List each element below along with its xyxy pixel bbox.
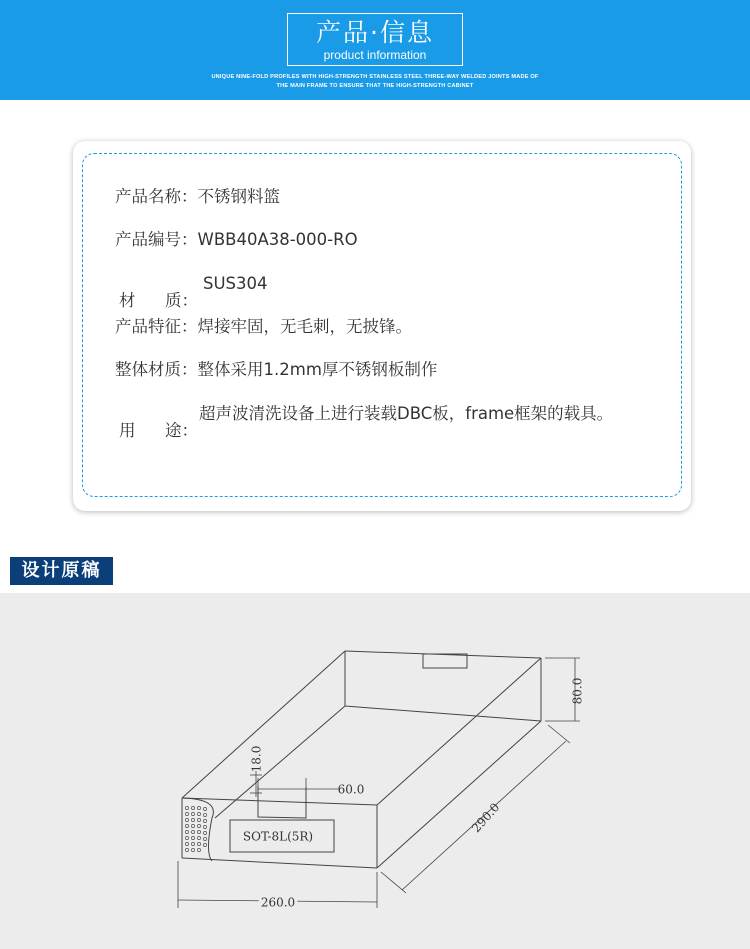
design-drawing [0,593,750,949]
page-title: 产品·信息 [316,18,434,47]
info-row-name [115,185,280,209]
info-row-usage: 用 途： 超声波清洗设备上进行装载DBC板，frame框架的载具。 [119,404,614,440]
info-value: 焊接牢固，无毛刺，无披锋。 [197,317,412,336]
subtitle-line-1: UNIQUE NINE-FOLD PROFILES WITH HIGH-STRENGTH STAINLESS STEEL THREE-WAY WELDED JOINTS MADE OF [211,74,539,80]
section-label-design: 设计原稿 [10,557,113,585]
info-label: 整体材质： [115,360,198,379]
page-title-english: product information [323,48,427,62]
info-value: 整体采用1.2mm厚不锈钢板制作 [197,360,438,379]
info-value: 超声波清洗设备上进行装载DBC板，frame框架的载具。 [199,404,614,423]
header-banner [0,0,750,100]
dim-width-label: 260.0 [260,895,296,910]
header-subtitle [0,72,750,91]
info-value: SUS304 [203,274,268,293]
dim-handle-height-label: 18.0 [249,745,264,773]
info-row-overall-material [115,358,437,382]
basket-line-drawing [0,593,750,949]
info-row-material: 材 质： SUS304 [119,274,268,310]
product-info-card [73,141,691,511]
info-row-code [115,228,358,252]
subtitle-line-2: THE MAIN FRAME TO ENSURE THAT THE HIGH-STRENGTH CABINET [276,83,474,89]
perforation-dots [185,806,206,851]
info-value: WBB40A38-000-RO [197,230,358,249]
dimension-lines [178,658,580,908]
info-label: 产品名称： [115,187,198,206]
label-plate-text: SOT-8L(5R) [242,829,314,844]
dim-height-label: 80.0 [570,677,585,705]
dim-length-label: 290.0 [468,800,503,836]
info-value: 不锈钢料篮 [197,187,280,206]
title-box [287,13,463,66]
info-label: 产品编号： [115,230,198,249]
info-label: 产品特征： [115,317,198,336]
info-row-features [115,315,412,339]
dim-handle-width-label: 60.0 [337,782,365,797]
